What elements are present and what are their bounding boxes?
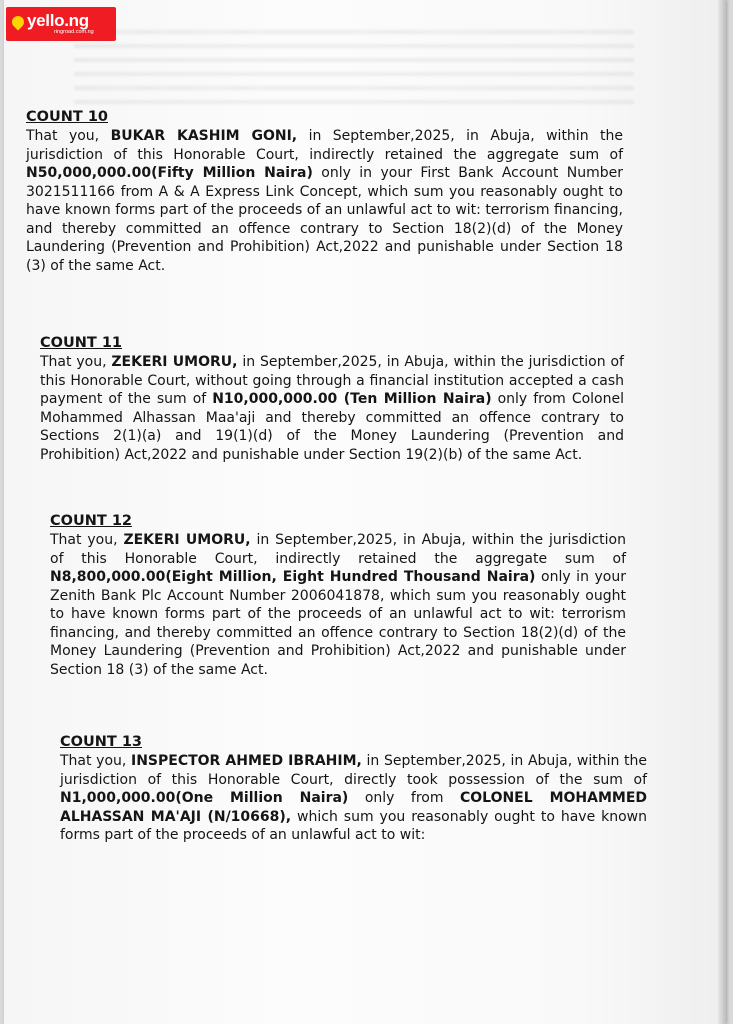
body-text: That you, xyxy=(26,128,111,144)
logo-tagline: ringroad.com.ng xyxy=(54,29,94,35)
count-title: COUNT 10 xyxy=(26,109,108,125)
emphasis-text: ZEKERI UMORU, xyxy=(123,532,251,548)
emphasis-text: BUKAR KASHIM GONI, xyxy=(110,128,298,144)
emphasis-text: INSPECTOR AHMED IBRAHIM, xyxy=(131,753,362,769)
emphasis-text: N8,800,000.00(Eight Million, Eight Hundred Thousand Naira) xyxy=(50,569,536,585)
count-11 xyxy=(40,334,624,464)
body-text: That you, xyxy=(50,532,124,548)
page-edge-shadow xyxy=(718,0,726,1024)
count-title: COUNT 13 xyxy=(60,734,142,750)
body-text: That you, xyxy=(60,753,131,769)
logo-brand: yello.ng xyxy=(27,11,89,30)
count-body xyxy=(50,531,626,679)
body-text: in September,2025, in Abuja, within the jurisdiction of this Honorable Court, directly took possession of the sum of xyxy=(60,753,647,788)
body-text: in September,2025, in Abuja, within the jurisdiction of this Honorable Court, indirectly retained the aggregate sum of xyxy=(50,532,626,567)
body-text: That you, xyxy=(40,354,112,370)
body-text: only in your First Bank Account Number 3021511166 from A & A Express Link Concept, which sum you reasonably ought to have known forms part of the proceeds of an unlawful act to wit: terrorism financing, and thereby committed an offence contrary to Section 18(2)(d) of the Money Laundering (Prevention and Prohibition) Act,2022 and punishable under Section 18 (3) of the same Act. xyxy=(26,165,623,274)
count-body xyxy=(60,752,647,845)
emphasis-text: COLONEL MOHAMMED ALHASSAN MA'AJI (N/10668), xyxy=(60,790,648,825)
show-through-text xyxy=(74,30,634,110)
body-text: in September,2025, in Abuja, within the jurisdiction of this Honorable Court, indirectly retained the aggregate sum of xyxy=(26,128,623,163)
count-title: COUNT 12 xyxy=(50,513,132,529)
emphasis-text: N50,000,000.00(Fifty Million Naira) xyxy=(26,165,313,181)
body-text: only in your Zenith Bank Plc Account Number 2006041878, which sum you reasonably ought to have known forms part of the proceeds of an unlawful act to wit: terrorism financing, and thereby committed an offence contrary to Section 18(2)(d) of the Money Laundering (Prevention and Prohibition) Act,2022 and punishable under Section 18 (3) of the same Act. xyxy=(50,569,626,678)
count-body xyxy=(40,353,624,464)
count-13 xyxy=(60,733,647,845)
emphasis-text: ZEKERI UMORU, xyxy=(111,354,238,370)
body-text: only from Colonel Mohammed Alhassan Maa'aji and thereby committed an offence contrary to Sections 2(1)(a) and 19(1)(d) of the Money Laundering (Prevention and Prohibition) Act,2022 and punishable under Section 19(2)(b) of the same Act. xyxy=(40,391,625,463)
body-text: in September,2025, in Abuja, within the jurisdiction of this Honorable Court, without going through a financial institution accepted a cash payment of the sum of xyxy=(40,354,624,407)
location-pin-icon xyxy=(10,13,27,30)
emphasis-text: N1,000,000.00(One Million Naira) xyxy=(60,790,349,806)
count-12 xyxy=(50,512,626,679)
count-title: COUNT 11 xyxy=(40,335,122,351)
count-10 xyxy=(26,108,623,275)
logo-mark xyxy=(12,12,116,29)
emphasis-text: N10,000,000.00 (Ten Million Naira) xyxy=(212,391,492,407)
body-text: only from xyxy=(348,790,460,806)
yello-logo xyxy=(6,7,116,41)
body-text: which sum you reasonably ought to have known forms part of the proceeds of an unlawful act to wit: xyxy=(60,808,647,843)
count-body xyxy=(26,127,623,275)
